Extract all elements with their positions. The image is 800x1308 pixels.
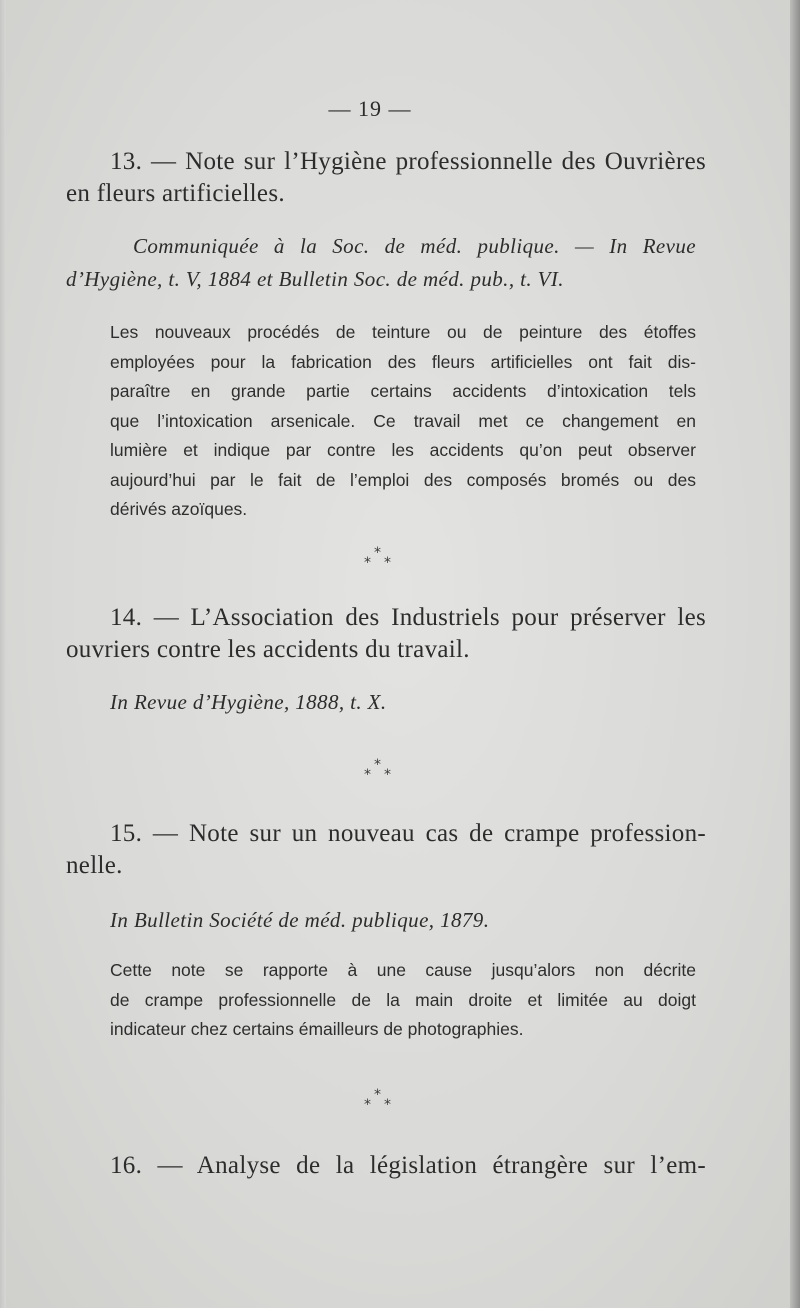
entry-14-citation: In Revue d’Hygiène, 1888, t. X.: [110, 690, 387, 714]
entry-13-heading-line1: 13. — Note sur l’Hygiène professionnelle des Ouvrières: [110, 148, 706, 175]
asterism-icon: * * *: [364, 1087, 391, 1113]
abstract-line: que l’intoxication arsenicale. Ce travail met ce changement en: [110, 410, 696, 431]
abstract-line: de crampe professionnelle de la main droite et limitée au doigt: [110, 989, 696, 1010]
entry-14-heading: [66, 602, 706, 666]
entry-16-heading: [66, 1150, 706, 1182]
abstract-line: dérivés azoïques.: [110, 499, 248, 519]
abstract-line: Cette note se rapporte à une cause jusqu’alors non décrite: [110, 960, 696, 980]
abstract-line: aujourd’hui par le fait de l’emploi des composés bromés ou des: [110, 469, 696, 490]
entry-13-citation-line2: d’Hygiène, t. V, 1884 et Bulletin Soc. de méd. pub., t. VI.: [66, 267, 564, 291]
asterism-icon: * * *: [364, 545, 391, 571]
abstract-line: lumière et indique par contre les accidents qu’on peut observer: [110, 440, 696, 460]
abstract-line: Les nouveaux procédés de teinture ou de peinture des étoffes: [110, 322, 696, 342]
entry-15-abstract: [110, 956, 696, 1045]
entry-13-abstract: [110, 318, 696, 525]
entry-13-heading-line2: en fleurs artificielles.: [66, 180, 285, 207]
entry-14-heading-line2: ouvriers contre les accidents du travail.: [66, 636, 470, 663]
entry-13-citation-line1: Communiquée à la Soc. de méd. publique. — In Revue: [133, 234, 696, 258]
abstract-line: indicateur chez certains émailleurs de photographies.: [110, 1019, 524, 1039]
entry-13-citation: [66, 230, 696, 296]
abstract-line: employées pour la fabrication des fleurs artificielles ont fait dis-: [110, 351, 696, 372]
entry-14-heading-line1: 14. — L’Association des Industriels pour préserver les: [110, 604, 706, 631]
page-edge-left: [0, 0, 6, 1308]
page-edge-right: [790, 0, 800, 1308]
entry-15-heading-line2: nelle.: [66, 852, 123, 879]
entry-15-heading-line1: 15. — Note sur un nouveau cas de crampe profession-: [110, 820, 706, 847]
entry-15-heading: [66, 818, 706, 882]
page-number: — 19 —: [328, 96, 412, 121]
asterism-icon: * * *: [364, 757, 391, 783]
entry-16-heading-line1: 16. — Analyse de la législation étrangère sur l’em-: [110, 1152, 706, 1179]
entry-15-citation: In Bulletin Société de méd. publique, 1879.: [110, 908, 490, 932]
entry-13-heading: [66, 146, 706, 210]
abstract-line: paraître en grande partie certains accidents d’intoxication tels: [110, 381, 696, 401]
